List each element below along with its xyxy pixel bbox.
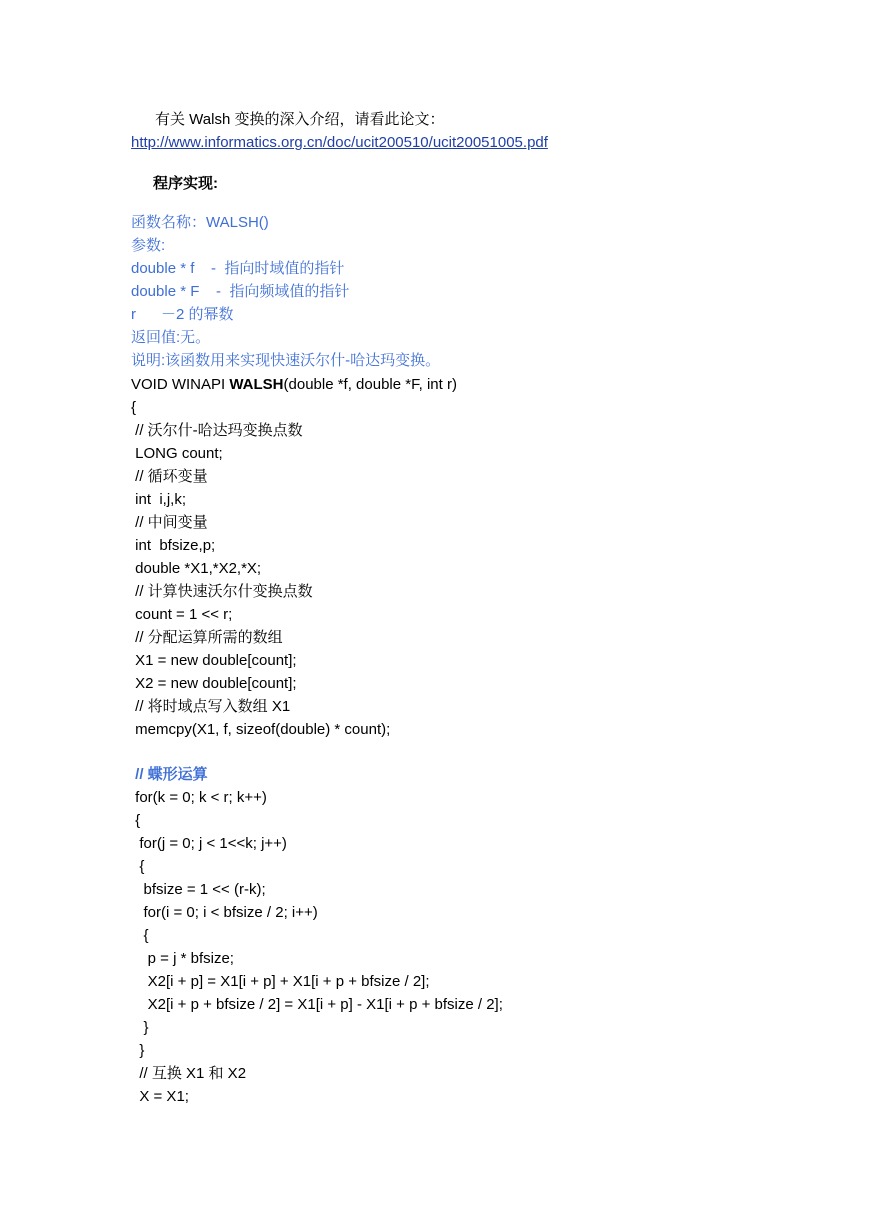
code-line: double *X1,*X2,*X; xyxy=(131,560,262,577)
doc-comment-line: 返回值:无。 xyxy=(131,329,211,346)
code-line: int bfsize,p; xyxy=(131,537,216,554)
code-line: for(j = 0; j < 1<<k; j++) xyxy=(131,835,287,852)
doc-comment-line: 说明:该函数用来实现快速沃尔什-哈达玛变换。 xyxy=(131,352,441,369)
code-line: // 循环变量 xyxy=(131,468,208,485)
code-line: { xyxy=(131,812,141,829)
code-line: int i,j,k; xyxy=(131,491,187,508)
doc-comment-line: double * F - 指向频域值的指针 xyxy=(131,283,350,300)
paper-link[interactable]: http://www.informatics.org.cn/doc/ucit200510/ucit20051005.pdf xyxy=(131,134,548,151)
code-line: // 计算快速沃尔什变换点数 xyxy=(131,583,313,600)
code-line: p = j * bfsize; xyxy=(131,950,234,967)
code-line: for(i = 0; i < bfsize / 2; i++) xyxy=(131,904,318,921)
intro-text: 有关 Walsh 变换的深入介绍，请看此论文： xyxy=(155,111,445,128)
code-line: X = X1; xyxy=(131,1088,189,1105)
code-line: } xyxy=(131,1019,149,1036)
code-line: X2 = new double[count]; xyxy=(131,675,297,692)
doc-comment-line: r －2 的幂数 xyxy=(131,306,234,323)
code-line: // 沃尔什-哈达玛变换点数 xyxy=(131,422,303,439)
signature-prefix: VOID WINAPI xyxy=(131,376,230,393)
code-line: memcpy(X1, f, sizeof(double) * count); xyxy=(131,721,391,738)
code-line: // 将时域点写入数组 X1 xyxy=(131,698,291,715)
doc-comment-line: double * f - 指向时域值的指针 xyxy=(131,260,345,277)
doc-comment-line: 参数: xyxy=(131,237,166,254)
section-title: 程序实现: xyxy=(153,175,218,192)
code-line: } xyxy=(131,1042,145,1059)
code-line: { xyxy=(131,399,137,416)
code-line: X2[i + p + bfsize / 2] = X1[i + p] - X1[i + p + bfsize / 2]; xyxy=(131,996,503,1013)
code-line: count = 1 << r; xyxy=(131,606,233,623)
butterfly-comment: // 蝶形运算 xyxy=(131,766,208,783)
function-name: WALSH xyxy=(229,376,284,393)
code-line: // 互换 X1 和 X2 xyxy=(131,1065,247,1082)
code-line: // 中间变量 xyxy=(131,514,208,531)
code-line: X2[i + p] = X1[i + p] + X1[i + p + bfsize / 2]; xyxy=(131,973,430,990)
code-line: bfsize = 1 << (r-k); xyxy=(131,881,266,898)
code-line: { xyxy=(131,927,149,944)
function-signature xyxy=(131,373,457,396)
code-line: for(k = 0; k < r; k++) xyxy=(131,789,267,806)
signature-params: (double *f, double *F, int r) xyxy=(283,376,457,393)
code-line: X1 = new double[count]; xyxy=(131,652,297,669)
code-line: // 分配运算所需的数组 xyxy=(131,629,283,646)
code-line: { xyxy=(131,858,145,875)
doc-comment-line: 函数名称：WALSH() xyxy=(131,214,269,231)
code-line: LONG count; xyxy=(131,445,223,462)
